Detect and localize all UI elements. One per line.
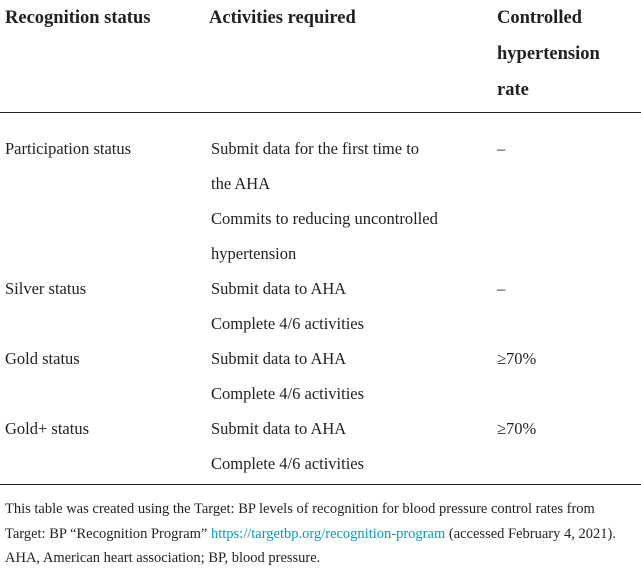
- activity-line: Complete 4/6 activities: [211, 313, 365, 333]
- activities-cell: [205, 411, 493, 481]
- rate-cell: ≥70%: [497, 418, 537, 438]
- table-row: [0, 271, 641, 341]
- activity-line: hypertension: [211, 243, 297, 263]
- status-cell: Silver status: [5, 278, 87, 298]
- activity-line: Submit data to AHA: [211, 278, 347, 298]
- recognition-program-link[interactable]: https://targetbp.org/recognition-program: [210, 525, 446, 542]
- rate-cell: –: [497, 278, 506, 298]
- activity-line: Submit data to AHA: [211, 418, 347, 438]
- table-row: [0, 411, 641, 481]
- activity-line: Complete 4/6 activities: [211, 383, 365, 403]
- activity-line: Submit data for the first time to: [211, 138, 420, 158]
- footer-divider: [0, 484, 641, 485]
- table-row: [0, 341, 641, 411]
- status-cell: Gold status: [5, 348, 80, 368]
- header-recognition-status: Recognition status: [0, 0, 205, 112]
- status-cell: Participation status: [5, 138, 132, 158]
- footnote-text: (accessed February 4, 2021). AHA, American heart association; BP, blood pressure.: [5, 525, 616, 566]
- activity-line: Complete 4/6 activities: [211, 453, 365, 473]
- activities-cell: [205, 112, 493, 271]
- activity-line: the AHA: [211, 173, 271, 193]
- status-cell: Gold+ status: [5, 418, 90, 438]
- header-activities-required: Activities required: [205, 0, 493, 112]
- rate-cell: ≥70%: [497, 348, 537, 368]
- table-row: [0, 112, 641, 271]
- header-rate-line: Controlled: [497, 8, 582, 28]
- header-controlled-hypertension-rate: [493, 0, 641, 112]
- table-footnote: [5, 497, 637, 571]
- activity-line: Commits to reducing uncontrolled: [211, 208, 438, 228]
- table-body: [0, 112, 641, 481]
- footnote-text: This table was created using the Target: BP levels of recognition for blood pressure control rates from Target: BP “Recognition Program”: [5, 501, 595, 542]
- header-rate-line: hypertension: [497, 44, 600, 64]
- activity-line: Submit data to AHA: [211, 348, 347, 368]
- header-rate-line: rate: [497, 80, 529, 100]
- activities-cell: [205, 341, 493, 411]
- rate-cell: –: [497, 138, 506, 158]
- table-header: [0, 0, 641, 112]
- header-row: [0, 0, 641, 112]
- activities-cell: [205, 271, 493, 341]
